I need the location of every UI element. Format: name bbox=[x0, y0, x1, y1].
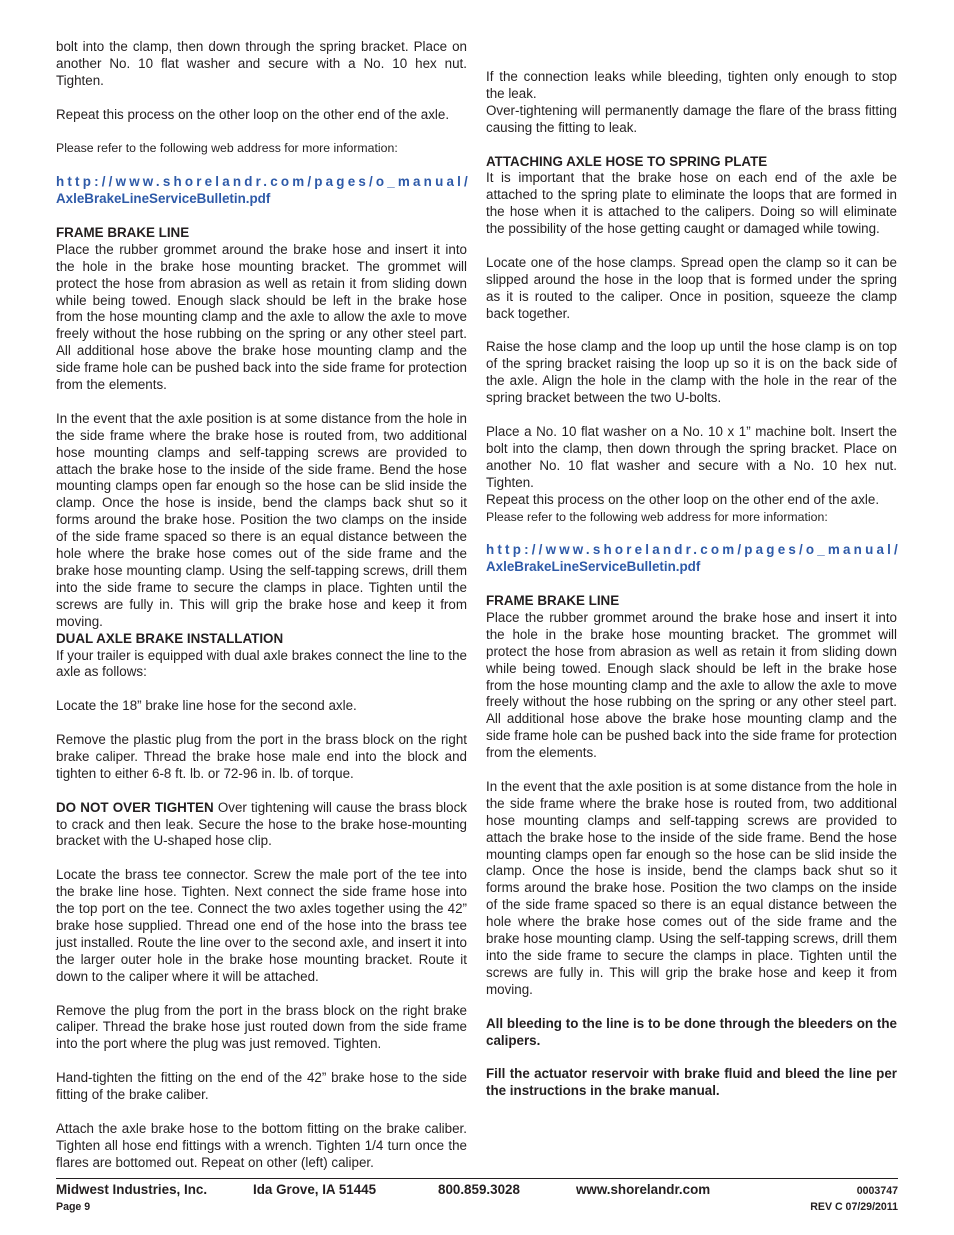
paragraph: If your trailer is equipped with dual axle brakes connect the line to the axle as follows: bbox=[56, 647, 467, 680]
right-column bbox=[486, 69, 901, 1100]
bulletin-link-line-1[interactable]: http://www.shorelandr.com/pages/o_manual/ bbox=[486, 542, 901, 558]
warning-text: Over tightening will cause the brass block to crack and then leak. Secure the hose to the brake hose-mounting bracket with the U-shaped hose clip. bbox=[56, 799, 467, 849]
footer-doc-number: 0003747 bbox=[856, 1185, 898, 1197]
paragraph: Hand-tighten the fitting on the end of the 42” brake hose to the side fitting of the brake caliber. bbox=[56, 1070, 467, 1103]
paragraph: Locate the 18” brake line hose for the second axle. bbox=[56, 698, 357, 714]
bulletin-link-line-1[interactable]: http://www.shorelandr.com/pages/o_manual/ bbox=[56, 174, 471, 190]
footer-city: Ida Grove, IA 51445 bbox=[253, 1182, 377, 1197]
paragraph: Remove the plug from the port in the brass block on the right brake caliper. Thread the brake hose just routed down from the side frame into the port where the plug was just removed. Tighten. bbox=[56, 1002, 467, 1052]
bulletin-link-line-2[interactable]: AxleBrakeLineServiceBulletin.pdf bbox=[486, 559, 701, 575]
paragraph-bold: All bleeding to the line is to be done through the bleeders on the calipers. bbox=[486, 1015, 897, 1048]
bulletin-link-line-2[interactable]: AxleBrakeLineServiceBulletin.pdf bbox=[56, 191, 271, 207]
paragraph: Attach the axle brake hose to the bottom fitting on the brake caliber. Tighten all hose end fittings with a wrench. Tighten 1/4 turn once the flares are bottomed out. Repeat on other (left) caliper. bbox=[56, 1120, 467, 1170]
paragraph: bolt into the clamp, then down through the spring bracket. Place on another No. 10 flat washer and secure with a No. 10 hex nut. Tighten. bbox=[56, 39, 467, 88]
footer-page-number: Page 9 bbox=[56, 1201, 91, 1213]
paragraph: Place the rubber grommet around the brake hose and insert it into the hole in the brake hose mounting bracket. The grommet will protect the hose from abrasion as well as retain it from sliding down while being towed. Enough slack should be left in the brake hose from the hose mounting clamp and the axle to allow the axle to move freely without the hose rubbing on the spring or any other steel part. All additional hose above the brake hose mounting clamp and the side frame hole can be pushed back into the side frame for protection from the elements. bbox=[56, 241, 467, 393]
paragraph: Over-tightening will permanently damage the flare of the brass fitting causing the fitting to leak. bbox=[486, 102, 897, 135]
footer-revision: REV C 07/29/2011 bbox=[810, 1201, 898, 1213]
paragraph: Repeat this process on the other loop on the other end of the axle. bbox=[486, 491, 880, 507]
paragraph: Place a No. 10 flat washer on a No. 10 x 1” machine bolt. Insert the bolt into the clamp, then down through the spring bracket. Place on another No. 10 flat washer and secure with a No. 10 hex nut. Tighten. bbox=[486, 423, 897, 490]
paragraph: Locate one of the hose clamps. Spread open the clamp so it can be slipped around the hose in the loop that is formed under the spring as it is routed to the caliper. Once in position, squeeze the clamp back together. bbox=[486, 254, 897, 321]
paragraph: Raise the hose clamp and the loop up until the hose clamp is on top of the spring bracket raising the loop up so it is on the back side of the axle. Align the hole in the clamp with the hole in the rear of the spring bracket between the two U-bolts. bbox=[486, 339, 897, 406]
bulletin-link[interactable] bbox=[56, 174, 471, 208]
left-column bbox=[56, 39, 471, 1172]
paragraph: Locate the brass tee connector. Screw the male port of the tee into the brake line hose. Tighten. Next connect the side frame hose into the top port on the tee. Connect the two axles together using the 42” brake hose supplied. Thread one end of the hose into the brass tee just installed. Route the line over to the second axle, and insert it into the larger outer hole in the brake hose mounting bracket. Route it down to the caliper where it will be attached. bbox=[56, 867, 467, 984]
bulletin-link[interactable] bbox=[486, 542, 901, 576]
footer-website[interactable]: www.shorelandr.com bbox=[576, 1182, 711, 1197]
paragraph: In the event that the axle position is at some distance from the hole in the side frame where the brake hose is routed from, two additional hose mounting clamps and self-tapping screws are provided to attach the brake hose to the inside of the side frame. Bend the hose mounting clamps open far enough so the hose can be slid inside the clamp. Once the hose is inside, bend the clamps back shut so it forms around the brake hose. Position the two clamps on the inside of the side frame spaced so there is an equal distance between the hole where the brake hose comes out of the side frame and the brake hose mounting clamp. Using the self-tapping screws, drill them into the side frame to secure the clamps in place. Tighten until the screws are fully in. This will grip the brake hose and keep it from moving. bbox=[486, 778, 897, 997]
section-heading-frame-brake-line: FRAME BRAKE LINE bbox=[486, 593, 620, 608]
paragraph: Please refer to the following web address for more information: bbox=[56, 141, 398, 156]
paragraph: Remove the plastic plug from the port in the brass block on the right brake caliper. Thread the brake hose male end into the block and tighten to either 6-8 ft. lb. or 72-96 in. lb. of torque. bbox=[56, 732, 467, 781]
paragraph: If the connection leaks while bleeding, tighten only enough to stop the leak. bbox=[486, 69, 897, 101]
paragraph-bold: Fill the actuator reservoir with brake fluid and bleed the line per the instructions in the brake manual. bbox=[486, 1066, 897, 1099]
paragraph: Place the rubber grommet around the brake hose and insert it into the hole in the brake hose mounting bracket. The grommet will protect the hose from abrasion as well as retain it from sliding down while being towed. Enough slack should be left in the brake hose from the hose mounting clamp and the axle to allow the axle to move freely without the hose rubbing on the spring or any other steel part. All additional hose above the brake hose mounting clamp and the side frame hole can be pushed back into the side frame for protection from the elements. bbox=[486, 609, 897, 761]
paragraph: It is important that the brake hose on each end of the axle be attached to the spring plate to eliminate the loops that are formed in the hose when it is attached to the calipers. Doing so will eliminate the possibility of the hose getting caught or damaged while towing. bbox=[486, 170, 897, 237]
section-heading-frame-brake-line: FRAME BRAKE LINE bbox=[56, 224, 190, 240]
footer-company: Midwest Industries, Inc. bbox=[56, 1182, 208, 1197]
section-heading-attaching-axle-hose: ATTACHING AXLE HOSE TO SPRING PLATE bbox=[486, 153, 768, 169]
paragraph-warning bbox=[56, 800, 467, 851]
footer-phone: 800.859.3028 bbox=[438, 1182, 520, 1197]
paragraph: Please refer to the following web address for more information: bbox=[486, 509, 828, 524]
footer-divider bbox=[56, 1178, 898, 1179]
paragraph: Repeat this process on the other loop on the other end of the axle. bbox=[56, 106, 450, 122]
paragraph: In the event that the axle position is at some distance from the hole in the side frame where the brake hose is routed from, two additional hose mounting clamps and self-tapping screws are provided to attach the brake hose to the inside of the side frame. Bend the hose mounting clamps open far enough so the hose can be slid inside the clamp. Once the hose is inside, bend the clamps back shut so it forms around the brake hose. Position the two clamps on the inside of the side frame spaced so there is an equal distance between the hole where the brake hose comes out of the side frame and the brake hose mounting clamp. Using the self-tapping screws, drill them into the side frame to secure the clamps in place. Tighten until the screws are fully in. This will grip the brake hose and keep it from moving. bbox=[56, 410, 467, 629]
warning-label: DO NOT OVER TIGHTEN bbox=[56, 799, 214, 815]
section-heading-dual-axle: DUAL AXLE BRAKE INSTALLATION bbox=[56, 630, 284, 646]
